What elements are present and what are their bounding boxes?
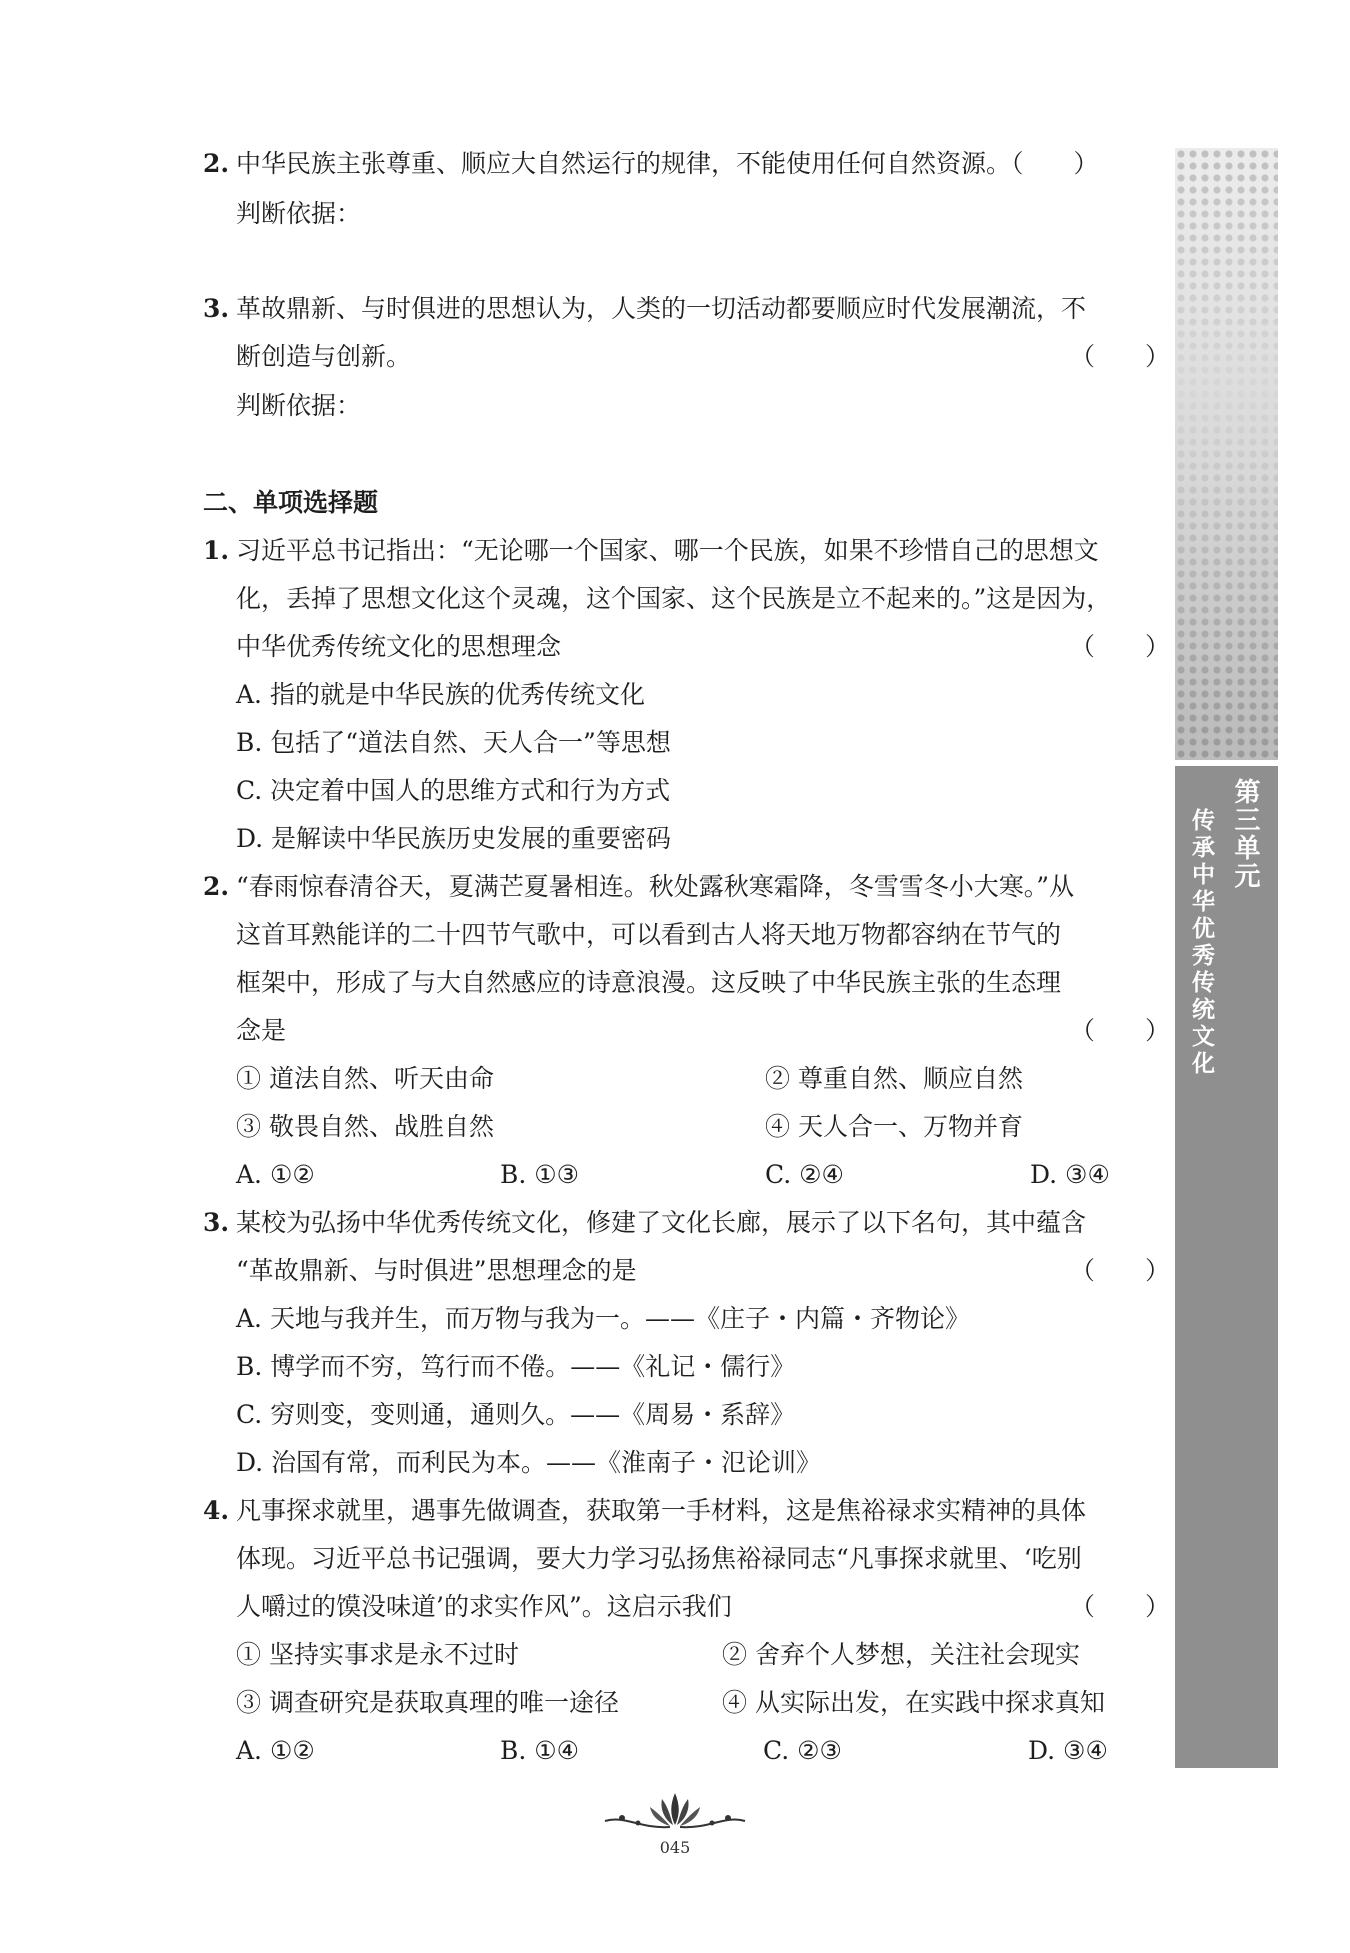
answer-parentheses: （ ） <box>1070 342 1171 371</box>
question-text: 化，丢掉了思想文化这个灵魂，这个国家、这个民族是立不起来的。”这是因为， <box>236 584 1112 613</box>
option-c: C. 穷则变，变则通，通则久。——《周易・系辞》 <box>236 1400 796 1429</box>
unit-label: 第三单元 <box>1230 778 1260 890</box>
floral-ornament-icon <box>600 1785 750 1833</box>
answer-parentheses: （ ） <box>1070 1256 1171 1285</box>
option-b: B. 包括了“道法自然、天人合一”等思想 <box>236 728 671 757</box>
question-text: “革故鼎新、与时俱进”思想理念的是 <box>236 1256 637 1285</box>
question-number: 2. <box>203 149 230 178</box>
question-text: 中华民族主张尊重、顺应大自然运行的规律，不能使用任何自然资源。（ ） <box>236 149 1099 178</box>
answer-parentheses: （ ） <box>1070 1016 1171 1045</box>
question-number: 3. <box>203 294 230 323</box>
question-text: 革故鼎新、与时俱进的思想认为，人类的一切活动都要顺应时代发展潮流，不 <box>236 294 1087 323</box>
option-c: C. ②④ <box>765 1160 844 1189</box>
question-number: 1. <box>203 536 230 565</box>
option-b: B. ①③ <box>500 1160 580 1189</box>
chapter-sidebar <box>1175 148 1278 1768</box>
question-text: 中华优秀传统文化的思想理念 <box>236 632 562 661</box>
option-a: A. 指的就是中华民族的优秀传统文化 <box>236 680 645 709</box>
question-text: 某校为弘扬中华优秀传统文化，修建了文化长廊，展示了以下名句，其中蕴含 <box>236 1208 1087 1237</box>
option-b: B. ①④ <box>500 1736 580 1765</box>
option-b: B. 博学而不穷，笃行而不倦。——《礼记・儒行》 <box>236 1352 796 1381</box>
option-a: A. 天地与我并生，而万物与我为一。——《庄子・内篇・齐物论》 <box>236 1304 970 1333</box>
option-d: D. 治国有常，而利民为本。——《淮南子・氾论训》 <box>236 1448 822 1477</box>
question-number: 3. <box>203 1208 230 1237</box>
statement-item: ③ 敬畏自然、战胜自然 <box>236 1112 494 1141</box>
option-d: D. ③④ <box>1030 1160 1110 1189</box>
unit-title: 传承中华优秀传统文化 <box>1188 808 1214 1078</box>
option-d: D. 是解读中华民族历史发展的重要密码 <box>236 824 672 853</box>
question-text: 凡事探求就里，遇事先做调查，获取第一手材料，这是焦裕禄求实精神的具体 <box>236 1496 1087 1525</box>
section-title: 二、单项选择题 <box>203 488 379 517</box>
statement-item: ② 舍弃个人梦想，关注社会现实 <box>722 1640 1080 1669</box>
statement-item: ① 道法自然、听天由命 <box>236 1064 494 1093</box>
question-text: 习近平总书记指出：“无论哪一个国家、哪一个民族，如果不珍惜自己的思想文 <box>236 536 1099 565</box>
statement-item: ③ 调查研究是获取真理的唯一途径 <box>236 1688 619 1717</box>
answer-parentheses: （ ） <box>1070 1592 1171 1621</box>
option-c: C. 决定着中国人的思维方式和行为方式 <box>236 776 671 805</box>
question-text: 这首耳熟能详的二十四节气歌中，可以看到古人将天地万物都容纳在节气的 <box>236 920 1062 949</box>
judgment-basis-label: 判断依据： <box>236 199 362 228</box>
answer-parentheses: （ ） <box>1070 632 1171 661</box>
question-number: 4. <box>203 1496 230 1525</box>
judgment-basis-label: 判断依据： <box>236 391 362 420</box>
question-text: 人嚼过的馍没味道’的求实作风”。这启示我们 <box>236 1592 732 1621</box>
statement-item: ④ 天人合一、万物并育 <box>765 1112 1023 1141</box>
statement-item: ④ 从实际出发，在实践中探求真知 <box>722 1688 1105 1717</box>
page-number: 045 <box>659 1838 691 1857</box>
option-d: D. ③④ <box>1028 1736 1108 1765</box>
option-c: C. ②③ <box>763 1736 842 1765</box>
option-a: A. ①② <box>236 1160 315 1189</box>
statement-item: ② 尊重自然、顺应自然 <box>765 1064 1023 1093</box>
question-text: 念是 <box>236 1016 287 1045</box>
option-a: A. ①② <box>236 1736 315 1765</box>
question-text: 断创造与创新。 <box>236 342 412 371</box>
halftone-pattern <box>1175 148 1278 758</box>
question-text: 框架中，形成了与大自然感应的诗意浪漫。这反映了中华民族主张的生态理 <box>236 968 1062 997</box>
statement-item: ① 坚持实事求是永不过时 <box>236 1640 519 1669</box>
question-number: 2. <box>203 872 230 901</box>
question-text: “春雨惊春清谷天，夏满芒夏暑相连。秋处露秋寒霜降，冬雪雪冬小大寒。”从 <box>236 872 1075 901</box>
question-text: 体现。习近平总书记强调，要大力学习弘扬焦裕禄同志“凡事探求就里、‘吃别 <box>236 1544 1082 1573</box>
